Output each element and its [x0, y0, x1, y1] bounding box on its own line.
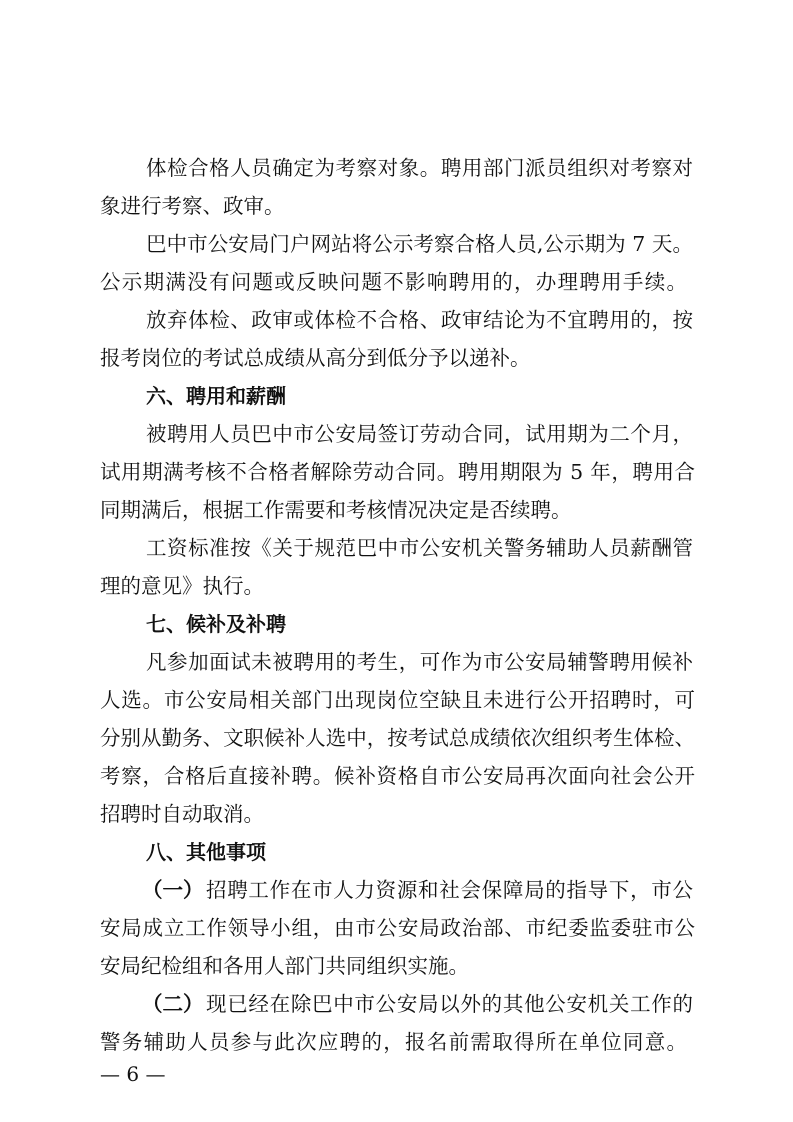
paragraph-line: 工资标准按《关于规范巴中市公安机关警务辅助人员薪酬管 — [146, 536, 693, 560]
section-heading: 七、候补及补聘 — [146, 612, 286, 636]
item-marker — [142, 994, 204, 1015]
paragraph-line: 巴中市公安局门户网站将公示考察合格人员,公示期为 7 天。 — [146, 232, 693, 256]
paragraph-line: 人选。市公安局相关部门出现岗位空缺且未进行公开招聘时，可 — [100, 688, 695, 712]
section-heading: 八、其他事项 — [146, 840, 266, 864]
item-marker — [142, 880, 204, 901]
paragraph-line: 体检合格人员确定为考察对象。聘用部门派员组织对考察对 — [146, 156, 693, 180]
paragraph-line: 象进行考察、政审。 — [100, 194, 285, 218]
paragraph-line: 凡参加面试未被聘用的考生，可作为市公安局辅警聘用候补 — [146, 650, 693, 674]
paragraph-line: 招聘时自动取消。 — [100, 802, 264, 826]
paragraph-line: 试用期满考核不合格者解除劳动合同。聘用期限为 5 年，聘用合 — [100, 460, 695, 484]
paragraph-line: 报考岗位的考试总成绩从高分到低分予以递补。 — [100, 346, 531, 370]
paragraph-line: 考察，合格后直接补聘。候补资格自市公安局再次面向社会公开 — [100, 764, 695, 788]
paragraph-line: 安局纪检组和各用人部门共同组织实施。 — [100, 954, 469, 978]
paragraph-line: 警务辅助人员参与此次应聘的，报名前需取得所在单位同意。 — [100, 1030, 687, 1054]
paragraph-line: 放弃体检、政审或体检不合格、政审结论为不宜聘用的，按 — [146, 308, 693, 332]
item-number: （一） — [142, 878, 204, 902]
paragraph-line: 招聘工作在市人力资源和社会保障局的指导下，市公 — [206, 878, 693, 902]
paragraph-line: 被聘用人员巴中市公安局签订劳动合同，试用期为二个月， — [146, 422, 693, 446]
paragraph-line: 分别从勤务、文职候补人选中，按考试总成绩依次组织考生体检、 — [100, 726, 695, 750]
section-heading: 六、聘用和薪酬 — [146, 384, 286, 408]
paragraph-line: 安局成立工作领导小组，由市公安局政治部、市纪委监委驻市公 — [100, 916, 695, 940]
page-number: — 6 — — [100, 1062, 166, 1086]
paragraph-line: 理的意见》执行。 — [100, 574, 264, 598]
item-number: （二） — [142, 992, 204, 1016]
paragraph-line: 公示期满没有问题或反映问题不影响聘用的，办理聘用手续。 — [100, 270, 687, 294]
paragraph-line: 同期满后，根据工作需要和考核情况决定是否续聘。 — [100, 498, 572, 522]
paragraph-line: 现已经在除巴中市公安局以外的其他公安机关工作的 — [206, 992, 693, 1016]
